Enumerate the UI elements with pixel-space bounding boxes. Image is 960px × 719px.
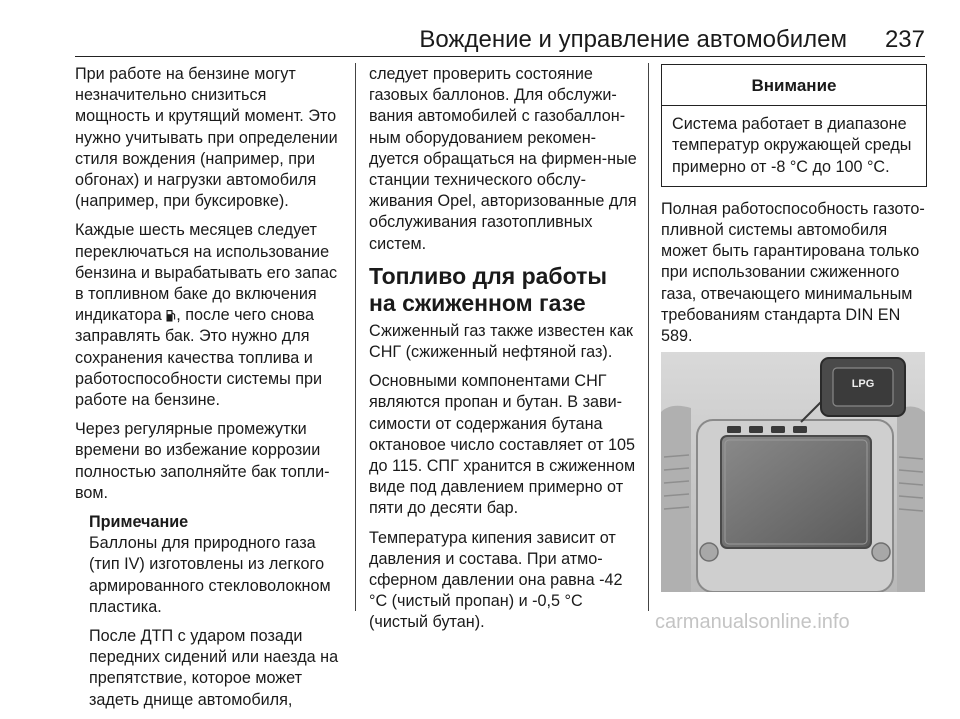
section-heading: Топливо для работы на сжиженном газе [369, 262, 608, 316]
note-paragraph: Баллоны для природного газа (тип IV) изготовлены из легкого армированного стекловолокном пластика. [89, 534, 331, 616]
paragraph-text: Каждые шесть месяцев следует переключаться на использование бензина и вырабатывать его запас в топливном баке до включения индикатора [75, 221, 338, 325]
page-header [75, 26, 925, 57]
warning-title: Внимание [662, 65, 926, 106]
column-divider [355, 63, 356, 611]
paragraph: следует проверить состояние газовых баллонов. Для обслужи-вания автомобилей с газобаллон-ным оборудованием рекомен-дуется обращаться на фирмен-ные станции технического обслу-живания Opel, авторизованные для обслуживания газотопливных систем. [369, 65, 637, 253]
warning-text: Система работает в диапазоне температур окружающей среды примерно от -8 °C до 100 °C. [672, 115, 912, 176]
paragraph: Температура кипения зависит от давления и состава. При атмо-сферном давлении она равна -42 °C (чистый пропан) и -0,5 °C (чистый бутан). [369, 528, 623, 632]
watermark: carmanualsonline.info [655, 611, 850, 633]
paragraph: Основными компонентами СНГ являются пропан и бутан. В зави-симости от содержания бутана октановое число составляет от 105 до 115. СПГ хранится в сжиженном виде под давлением примерно от пяти до десяти бар. [369, 372, 636, 518]
fuel-selector-illustration [661, 352, 925, 592]
column-divider [648, 63, 649, 611]
note-paragraph: После ДТП с ударом позади передних сидений или наезда на препятствие, которое может задеть днище автомобиля, [89, 627, 339, 709]
column-3 [661, 64, 927, 387]
column-1 [75, 64, 343, 719]
fuel-pump-icon [166, 309, 176, 322]
paragraph: Полная работоспособность газото-пливной системы автомобиля может быть гарантирована только при использовании сжиженного газа, отвечающего минимальным требованиям стандарта DIN EN 589. [661, 199, 925, 346]
column-2 [369, 64, 637, 642]
header-title: Вождение и управление автомобилем [419, 26, 847, 53]
paragraph: Через регулярные промежутки времени во избежание коррозии полностью заполняйте бак топли-вом. [75, 420, 330, 502]
paragraph: При работе на бензине могут незначительно снизиться мощность и крутящий момент. Это нужно учитывать при определении стиля вождения (например, при обгонах) и нагрузки автомобиля (например, при буксировке). [75, 65, 338, 211]
paragraph [75, 220, 343, 411]
paragraph: Сжиженный газ также известен как СНГ (сжиженный нефтяной газ). [369, 321, 633, 362]
note-title: Примечание [89, 513, 189, 532]
paragraph-text: , после чего снова заправлять бак. Это нужно для сохранения качества топлива и работоспособности системы при работе на бензине. [75, 306, 323, 410]
warning-box [661, 64, 927, 187]
page-number: 237 [884, 26, 925, 53]
note-block [89, 512, 343, 711]
lpg-button-label: LPG [851, 378, 875, 390]
